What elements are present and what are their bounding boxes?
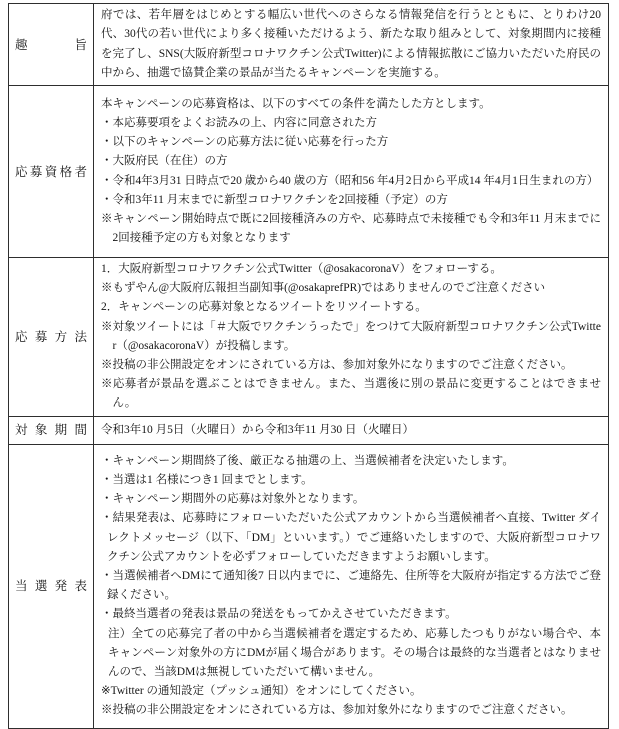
- content-item: ※キャンペーン開始時点で既に2回接種済みの方や、応募時点で未接種でも令和3年11 月末までに2回接種予定の方も対象となります: [101, 212, 601, 245]
- row-content-cell: [94, 4, 609, 86]
- row-content-cell: [94, 416, 609, 444]
- row-label: 当選発表: [15, 579, 87, 594]
- content-item: ・キャンペーン期間外の応募は対象外となります。: [101, 493, 365, 506]
- row-label: 応募方法: [15, 329, 87, 344]
- content-item: ・最終当選者の発表は景品の発送をもってかえさせていただきます。: [101, 608, 457, 621]
- content-item: ・結果発表は、応募時にフォローいただいた公式アカウントから当選候補者へ直接、Twitter ダイレクトメッセージ（以下、「DM」といいます。）でご連絡いたしますので、大阪府新型コロナワクチン公式アカウントを必ずフォローしていただきますようお願いします。: [101, 512, 601, 563]
- content-item: 本キャンペーンの応募資格は、以下のすべての条件を満たした方とします。: [101, 97, 491, 110]
- row-label-cell: [9, 416, 94, 444]
- content-item: ・当選候補者へDMにて通知後7 日以内までに、ご連絡先、住所等を大阪府が指定する方法でご登録ください。: [101, 569, 601, 602]
- content-item: ※投稿の非公開設定をオンにされている方は、参加対象外になりますのでご注意ください。: [101, 359, 573, 372]
- row-content-cell: [94, 258, 609, 417]
- content-item: ・大阪府民（在住）の方: [101, 155, 228, 168]
- row-label-cell: [9, 4, 94, 86]
- content-item: 注）全ての応募完了者の中から当選候補者を選定するため、応募したつもりがない場合や、本キャンペーン対象外の方にDMが届く場合があります。その場合は最終的な当選者とはなりませんので、当該DMは無視していただいて構いません。: [108, 627, 601, 678]
- content-item: ※投稿の非公開設定をオンにされている方は、参加対象外になりますのでご注意ください。: [101, 704, 573, 717]
- content-item: ※応募者が景品を選ぶことはできません。また、当選後に別の景品に変更することはできません。: [101, 378, 601, 410]
- row-label-cell: [9, 258, 94, 417]
- content-item: ・令和3年11 月末までに新型コロナワクチンを2回接種（予定）の方: [101, 193, 448, 206]
- row-label-cell: [9, 86, 94, 258]
- content-item: ・本応募要項をよくお読みの上、内容に同意された方: [101, 116, 377, 129]
- content-item: ※Twitter の通知設定（プッシュ通知）をオンにしてください。: [101, 685, 422, 698]
- campaign-terms-table-body: [9, 4, 609, 729]
- content-item: 1．大阪府新型コロナワクチン公式Twitter（@osakacoronaV）をフォローする。: [101, 263, 502, 275]
- content-item: 2．キャンペーンの応募対象となるツイートをリツイートする。: [101, 301, 427, 314]
- row-content-cell: [94, 86, 609, 258]
- table-row: [9, 86, 609, 258]
- content-item: ・令和4年3月31 日時点で20 歳から40 歳の方（昭和56 年4月2日から平成14 年4月1日生まれの方）: [101, 174, 599, 187]
- table-row: [9, 444, 609, 728]
- table-row: [9, 258, 609, 417]
- content-item: 令和3年10 月5日（火曜日）から令和3年11 月30 日（火曜日）: [101, 423, 414, 436]
- table-row: [9, 416, 609, 444]
- row-label-cell: [9, 444, 94, 728]
- content-item: ・以下のキャンペーンの応募方法に従い応募を行った方: [101, 136, 389, 149]
- content-item: ・キャンペーン期間終了後、厳正なる抽選の上、当選候補者を決定いたします。: [101, 454, 514, 467]
- content-item: ※もずやん@大阪府広報担当副知事(@osakaprefPR)ではありませんのでご注意ください: [101, 282, 546, 295]
- campaign-terms-table: [8, 3, 609, 729]
- content-item: 府では、若年層をはじめとする幅広い世代へのさらなる情報発信を行うとともに、とりわけ20代、30代の若い世代により多く接種いただけるよう、新たな取り組みとして、対象期間内に接種を完了し、SNS(大阪府新型コロナワクチン公式Twitter)による情報拡散にご協力いただいた府民の中から、抽選で協賛企業の景品が当たるキャンペーンを実施する。: [101, 9, 601, 79]
- table-row: [9, 4, 609, 86]
- content-item: ・当選は1 名様につき1 回までとします。: [101, 473, 313, 486]
- document-page: [8, 3, 609, 729]
- row-content-cell: [94, 444, 609, 728]
- row-label: 応募資格者: [15, 164, 87, 179]
- content-item: ※対象ツイートには「＃大阪でワクチンうったで」をつけて大阪府新型コロナワクチン公式Twitter（@osakacoronaV）が投稿します。: [101, 320, 601, 352]
- row-label: 対象期間: [15, 423, 87, 438]
- row-label: 趣旨: [15, 37, 87, 52]
